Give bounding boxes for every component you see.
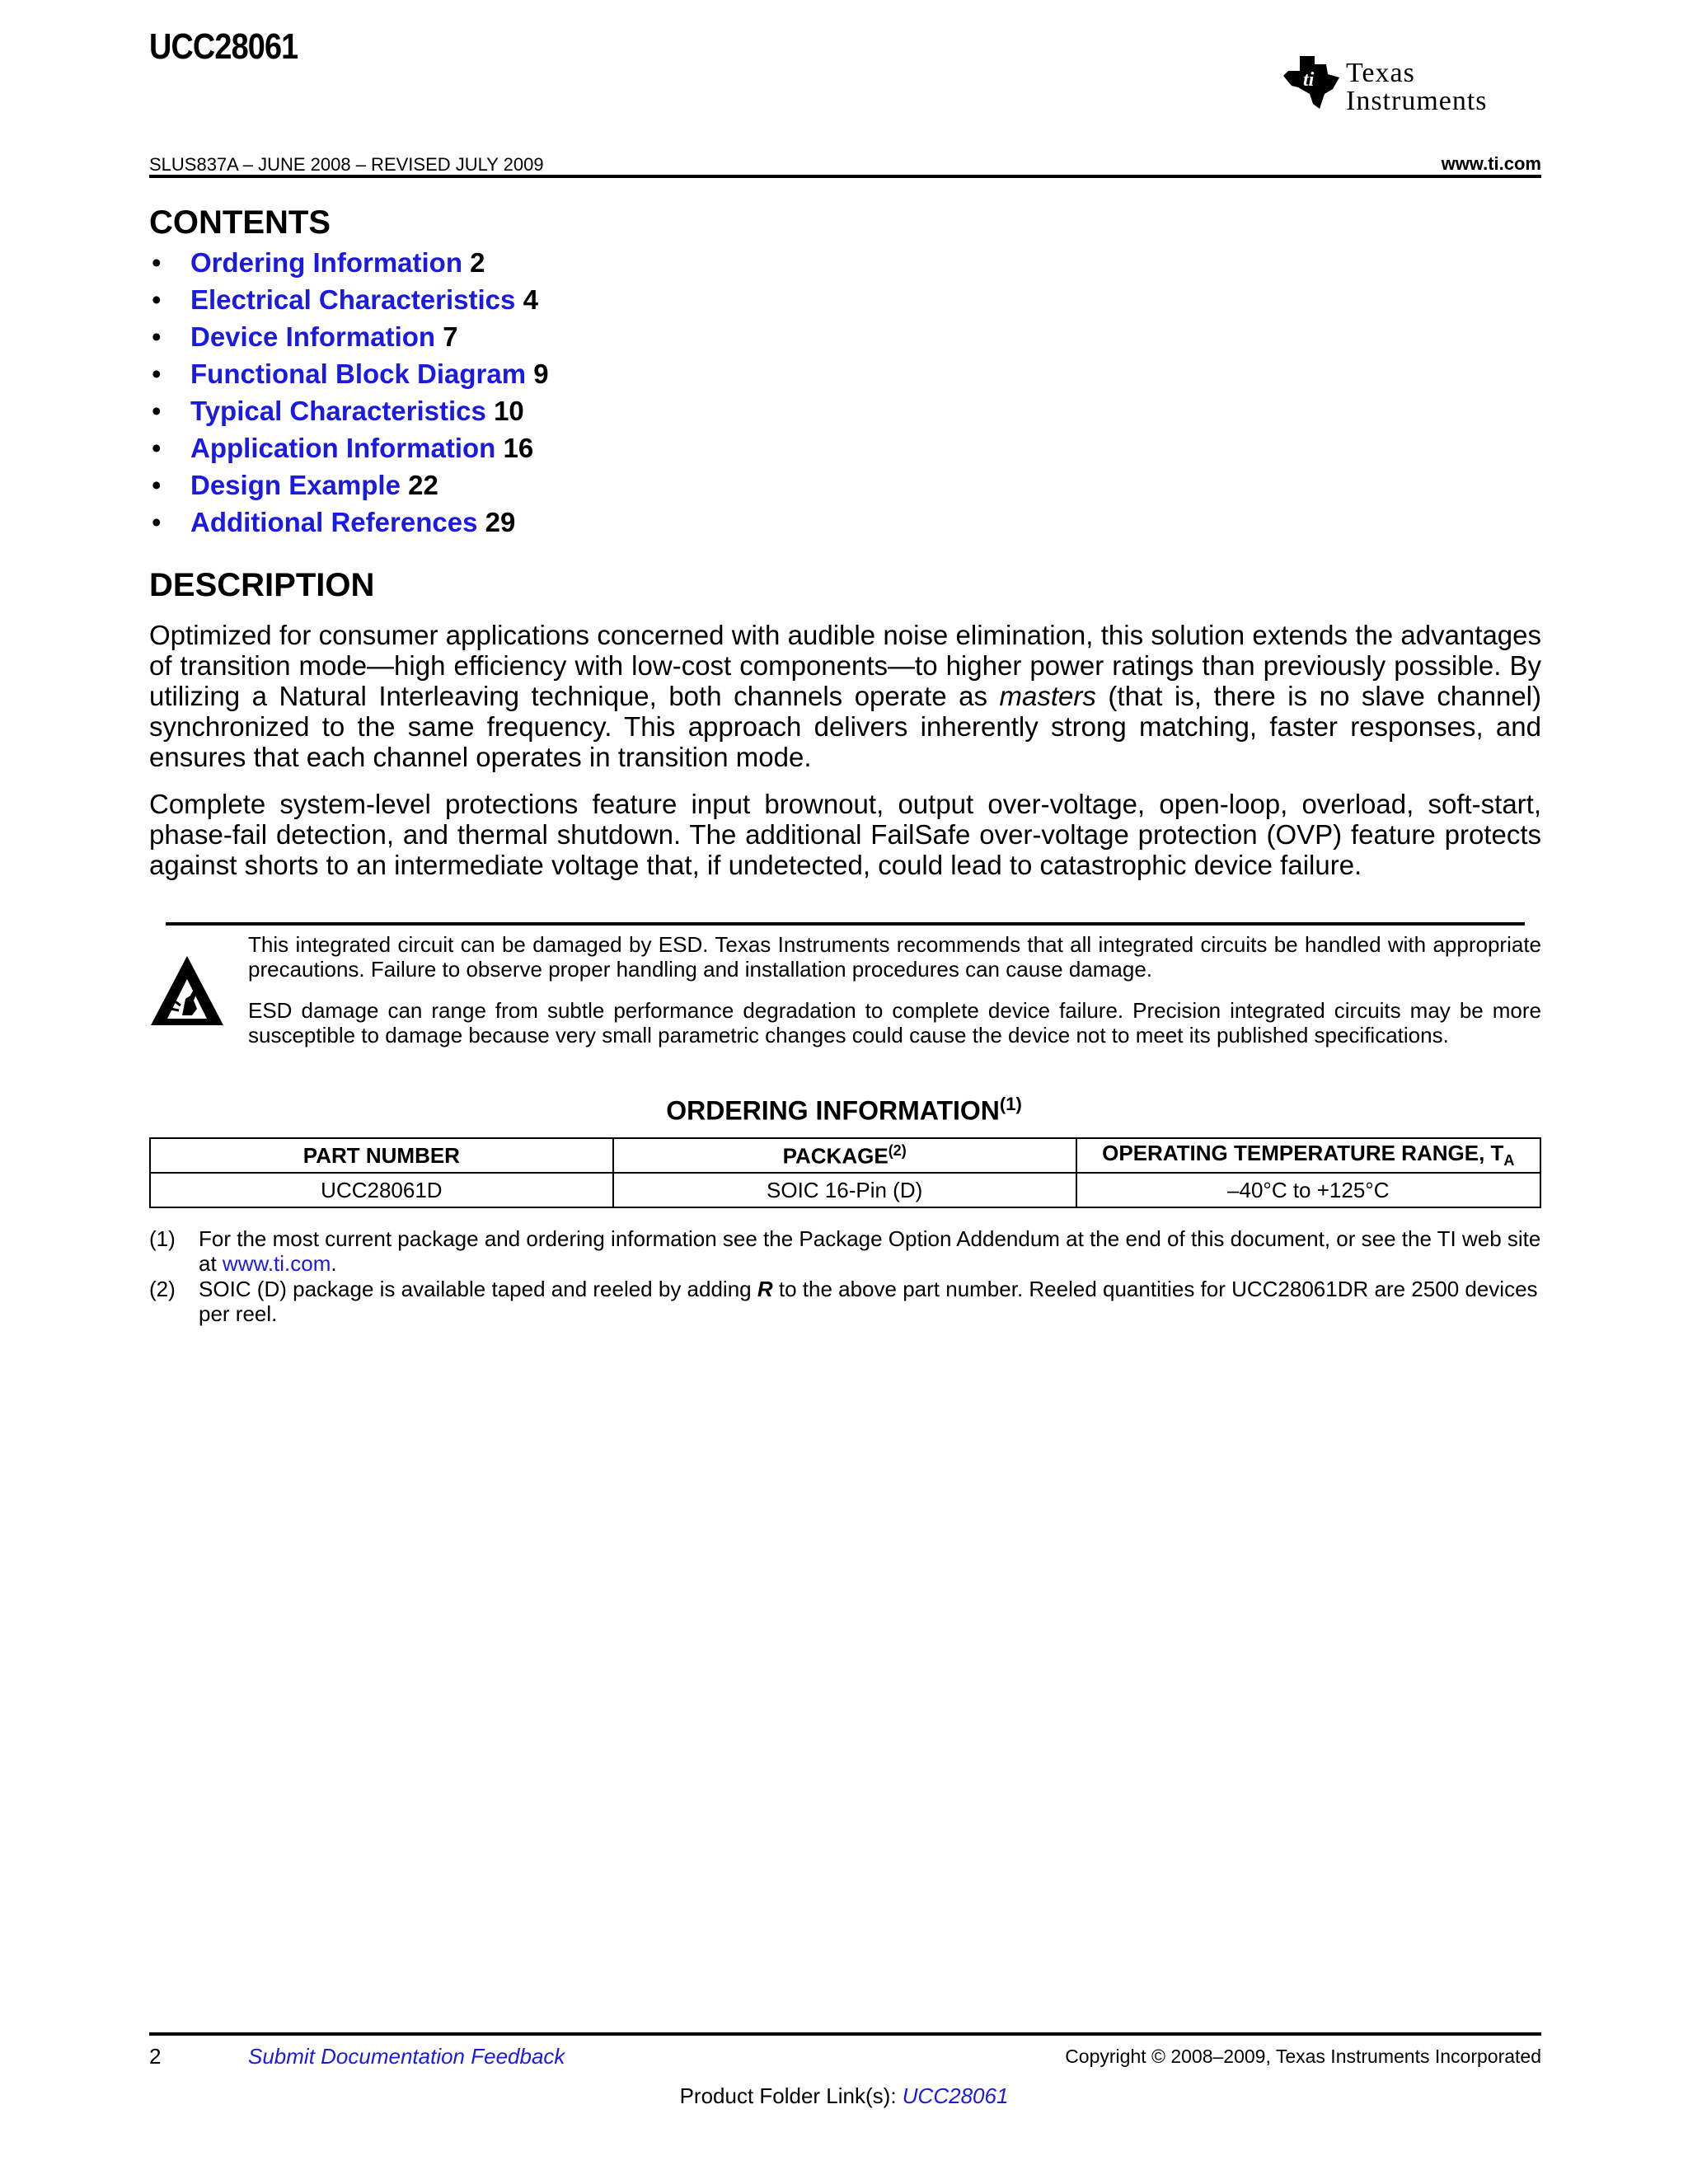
contents-heading: CONTENTS (149, 204, 331, 241)
description-text: (that is, there is no slave channel) synchronized to the same frequency. This approach delivers inherently strong matching, faster responses, and ensures that each channel operates in transition mode. (149, 681, 1541, 772)
product-folder-link[interactable]: UCC28061 (902, 2083, 1009, 2108)
toc-page: 2 (470, 247, 485, 278)
column-header-temperature (1076, 1138, 1540, 1173)
column-header-text: OPERATING TEMPERATURE RANGE, T (1102, 1141, 1504, 1166)
toc-item[interactable] (149, 318, 549, 355)
toc-item[interactable] (149, 429, 549, 466)
toc-link[interactable]: Typical Characteristics (190, 396, 486, 426)
contents-list (149, 244, 549, 541)
product-folder-line (0, 2083, 1688, 2109)
toc-link[interactable]: Ordering Information (190, 247, 462, 278)
cell-part-number: UCC28061D (150, 1173, 613, 1207)
toc-item[interactable] (149, 281, 549, 318)
column-header-package (613, 1138, 1076, 1173)
toc-page: 29 (485, 507, 516, 537)
footnote-body: . (331, 1251, 337, 1276)
esd-rule (166, 922, 1525, 926)
ordering-table (149, 1137, 1541, 1208)
bullet-icon: • (152, 284, 162, 315)
svg-text:ti: ti (1303, 69, 1315, 91)
footnote-2 (149, 1277, 1541, 1326)
description-text: Optimized for consumer applications concerned with audible noise elimination, this solution extends the advantages of transition mode—high efficiency with low-cost components—to higher power ratings than previously possible. By utilizing a Natural Interleaving technique, both channels operate as (149, 620, 1541, 711)
toc-link[interactable]: Design Example (190, 470, 401, 500)
footnote-number: (1) (149, 1226, 176, 1251)
esd-warning-text-2: ESD damage can range from subtle performance degradation to complete device failure. Precision integrated circuits may be more susceptible to damage because very small parametric changes could cause the device not to meet its published specifications. (248, 998, 1541, 1047)
bullet-icon: • (152, 507, 162, 537)
column-header-text: PART NUMBER (302, 1142, 460, 1168)
toc-item[interactable] (149, 244, 549, 281)
ordering-table-title (0, 1094, 1688, 1127)
footnote-text (199, 1226, 1541, 1276)
toc-link[interactable]: Application Information (190, 433, 496, 463)
bullet-icon: • (152, 396, 162, 426)
cell-package: SOIC 16-Pin (D) (613, 1173, 1076, 1207)
esd-warning-icon (149, 954, 225, 1029)
ti-website-link[interactable]: www.ti.com (222, 1251, 331, 1276)
table-row (150, 1173, 1540, 1207)
footnote-text (199, 1277, 1541, 1326)
product-folder-label: Product Folder Link(s): (679, 2083, 903, 2108)
footnote-emphasis: R (757, 1277, 773, 1301)
toc-item[interactable] (149, 355, 549, 392)
footnote-body: For the most current package and ordering information see the Package Option Addendum at the end of this document, or see the TI web site at (199, 1226, 1541, 1276)
description-paragraph-2: Complete system-level protections feature input brownout, output over-voltage, open-loop, overload, soft-start, phase-fail detection, and thermal shutdown. The additional FailSafe over-voltage protection (OVP) feature protects against shorts to an intermediate voltage that, if undetected, could lead to catastrophic device failure. (149, 789, 1541, 880)
page-number: 2 (149, 2044, 162, 2069)
copyright-text: Copyright © 2008–2009, Texas Instruments Incorporated (1065, 2046, 1541, 2067)
header-rule (149, 175, 1541, 178)
bullet-icon: • (152, 247, 162, 278)
ti-state-icon (1282, 53, 1341, 112)
logo-text-texas: Texas (1346, 58, 1415, 88)
toc-link[interactable]: Functional Block Diagram (190, 359, 527, 389)
website-link[interactable]: www.ti.com (1441, 153, 1541, 174)
ordering-title-text: ORDERING INFORMATION (666, 1095, 1000, 1126)
bullet-icon: • (152, 433, 162, 463)
description-paragraph-1 (149, 620, 1541, 772)
toc-page: 9 (533, 359, 549, 389)
toc-page: 16 (503, 433, 534, 463)
bullet-icon: • (152, 321, 162, 352)
description-emphasis: masters (999, 681, 1096, 711)
description-heading: DESCRIPTION (149, 567, 375, 603)
ti-logo (1282, 53, 1541, 119)
toc-item[interactable] (149, 504, 549, 541)
part-number-title: UCC28061 (149, 26, 298, 67)
footnote-ref[interactable]: (2) (888, 1141, 907, 1159)
toc-link[interactable]: Additional References (190, 507, 478, 537)
toc-page: 7 (443, 321, 458, 352)
document-id: SLUS837A – JUNE 2008 – REVISED JULY 2009 (149, 154, 544, 175)
column-header-part-number (150, 1138, 613, 1173)
toc-page: 10 (494, 396, 524, 426)
toc-page: 22 (408, 470, 438, 500)
footnote-number: (2) (149, 1277, 176, 1301)
esd-warning-text-1: This integrated circuit can be damaged by ESD. Texas Instruments recommends that all integrated circuits be handled with appropriate precautions. Failure to observe proper handling and installation procedures can cause damage. (248, 932, 1541, 982)
toc-page: 4 (523, 284, 538, 315)
subscript: A (1503, 1152, 1515, 1169)
toc-link[interactable]: Device Information (190, 321, 436, 352)
footnote-body: to the above part number. Reeled quantities for UCC28061DR are 2500 devices per reel. (199, 1277, 1538, 1326)
table-header-row (150, 1138, 1540, 1173)
toc-link[interactable]: Electrical Characteristics (190, 284, 516, 315)
bullet-icon: • (152, 470, 162, 500)
column-header-text: PACKAGE (782, 1143, 889, 1169)
bullet-icon: • (152, 359, 162, 389)
logo-text-instruments: Instruments (1346, 86, 1488, 116)
footnote-ref[interactable]: (1) (999, 1094, 1022, 1114)
submit-feedback-link[interactable]: Submit Documentation Feedback (248, 2044, 565, 2069)
toc-item[interactable] (149, 392, 549, 429)
cell-temperature: –40°C to +125°C (1076, 1173, 1540, 1207)
footnote-1 (149, 1226, 1541, 1276)
footer-rule (149, 2032, 1541, 2036)
toc-item[interactable] (149, 466, 549, 504)
footnote-body: SOIC (D) package is available taped and reeled by adding (199, 1277, 757, 1301)
